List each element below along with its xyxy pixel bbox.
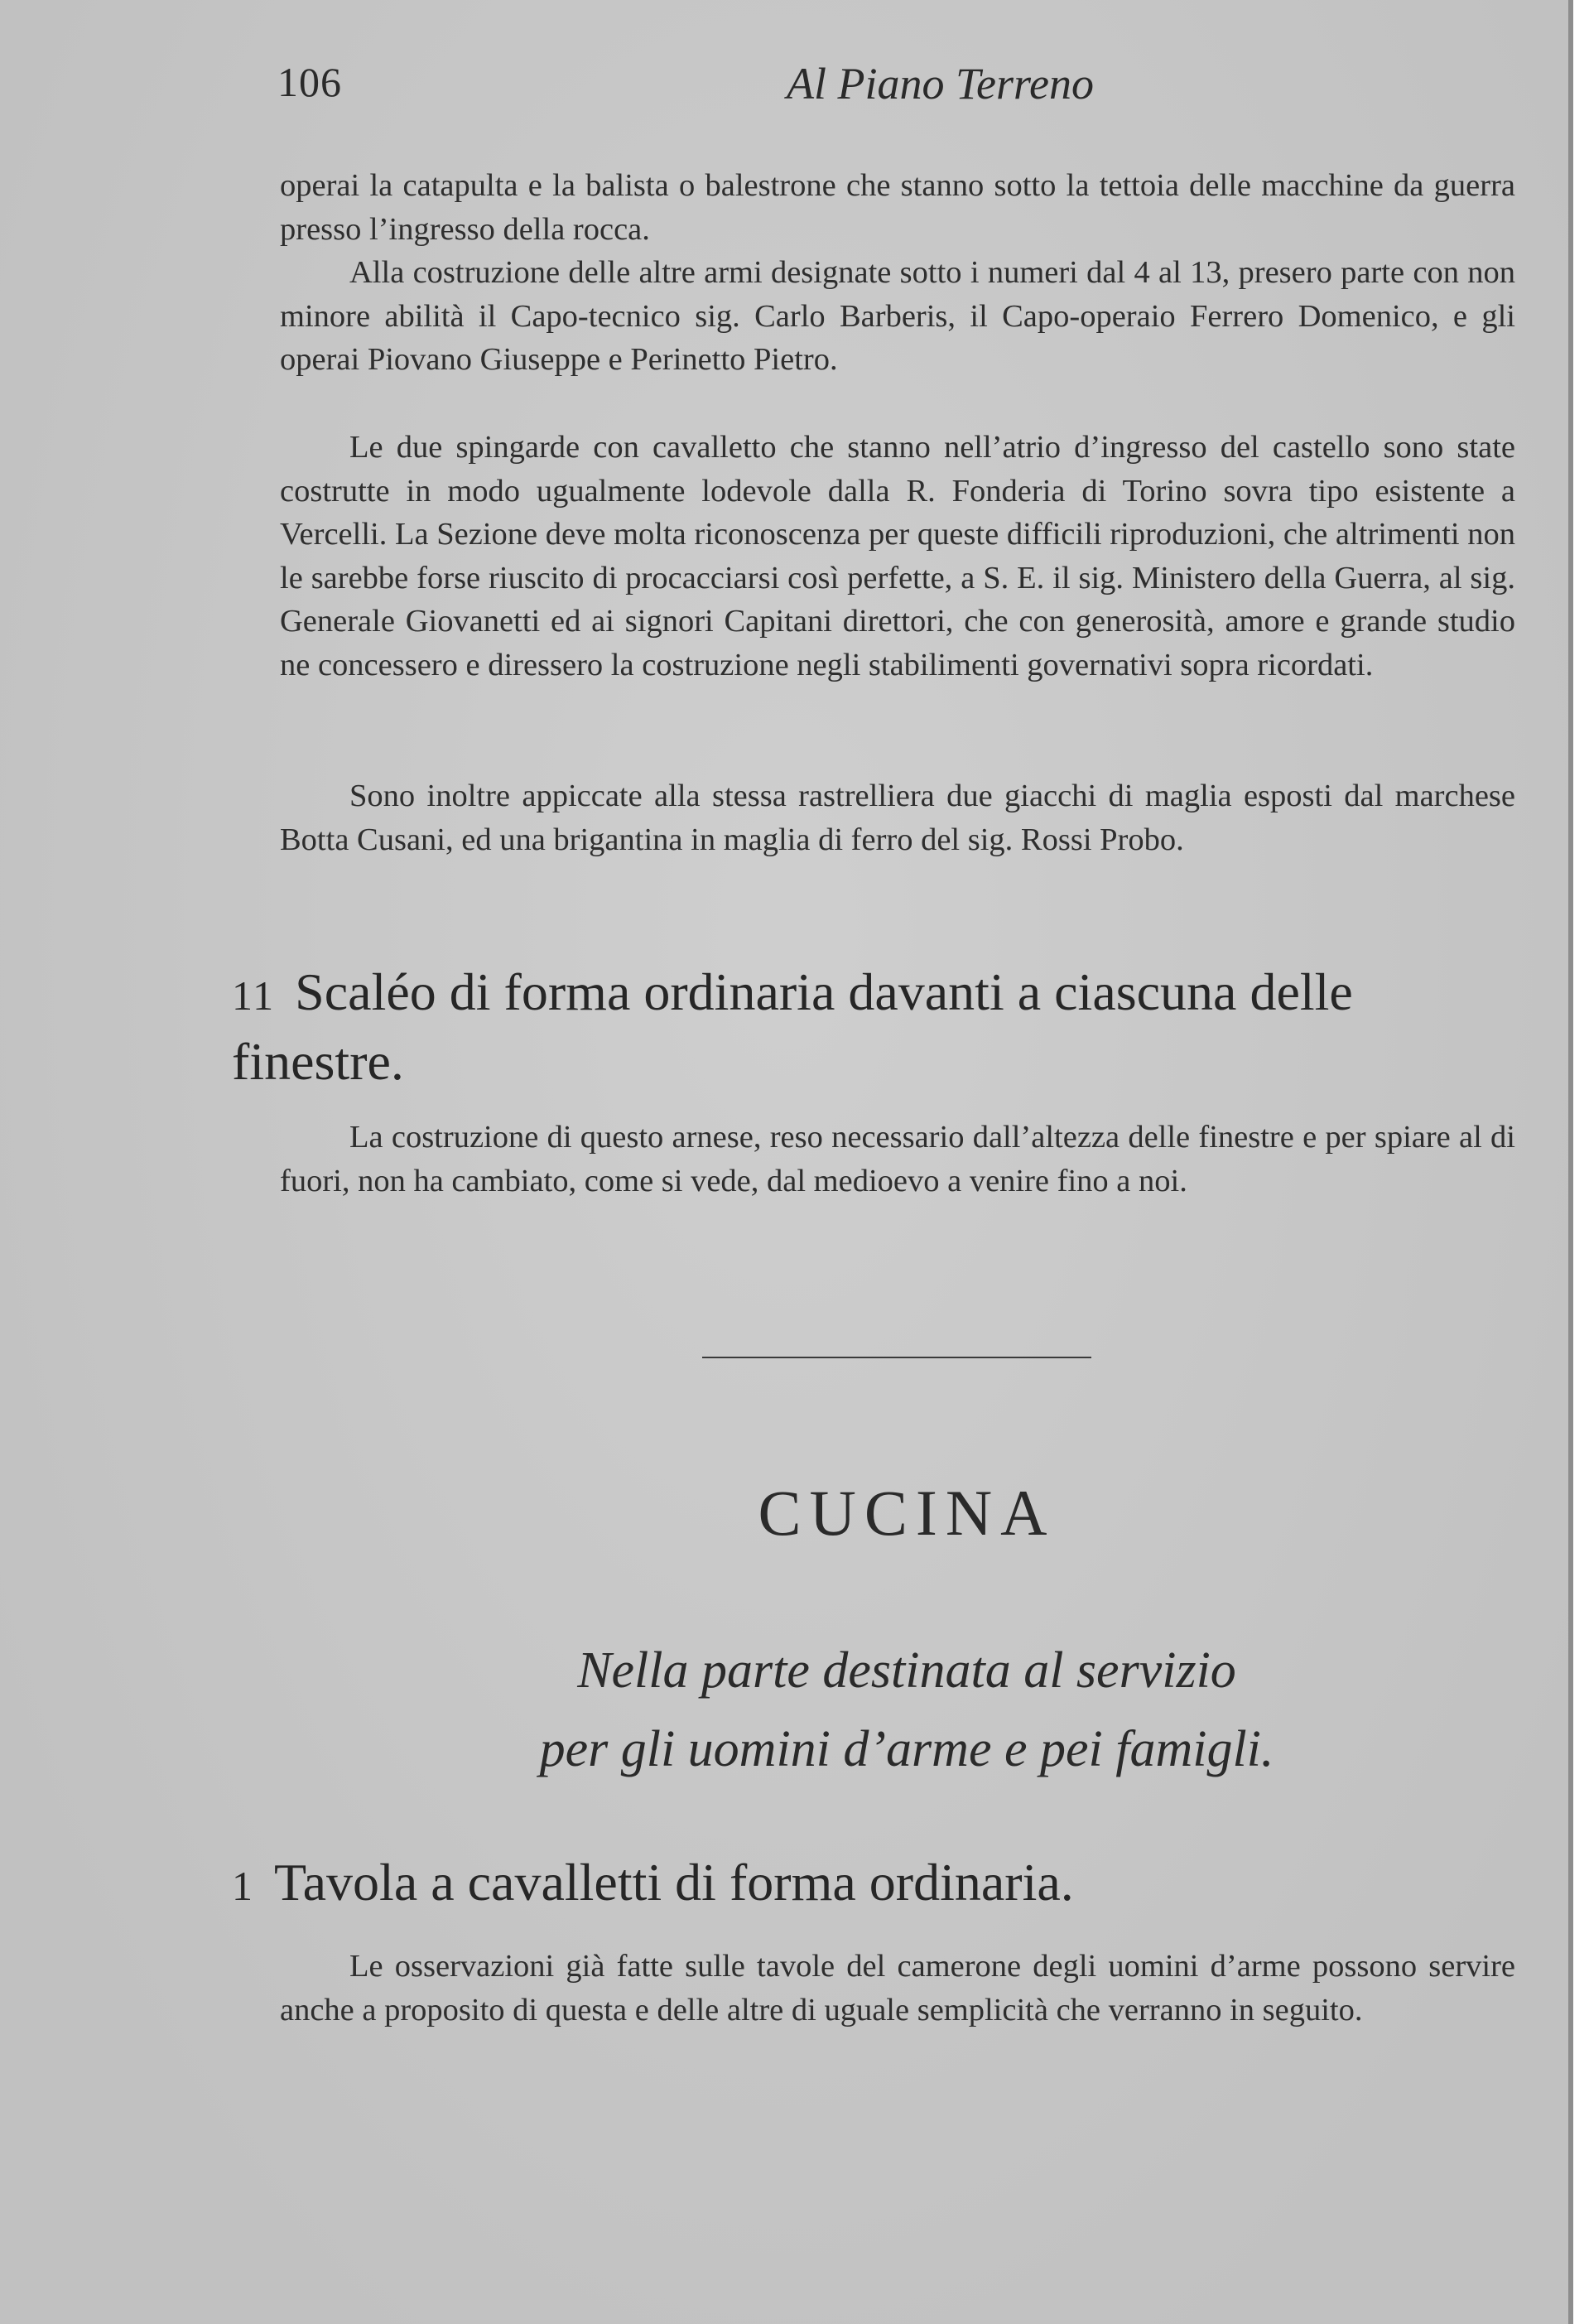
section-subtitle-line-2: per gli uomini d’arme e pei famigli. <box>539 1721 1274 1777</box>
item-11-title: Scaléo di forma ordinaria davanti a ciascuna delle finestre. <box>232 962 1353 1091</box>
item-11-number: 11 <box>232 972 276 1019</box>
item-11-heading <box>232 959 1517 1095</box>
page-number: 106 <box>277 59 342 105</box>
section-divider <box>702 1357 1091 1358</box>
section-title: CUCINA <box>758 1477 1056 1549</box>
item-11-description: La costruzione di questo arnese, reso necessario dall’altezza delle finestre e per spiare al di fuori, non ha cambiato, come si vede, dal medioevo a venire fino a noi. <box>280 1120 1515 1198</box>
paragraph-armi: Alla costruzione delle altre armi designate sotto i numeri dal 4 al 13, presero parte con non minore abilità il Capo-tecnico sig. Carlo Barberis, il Capo-operaio Ferrero Domenico, e gli operai Piovano Giuseppe e Perinetto Pietro. <box>280 255 1515 378</box>
paragraph-catapulta: operai la catapulta e la balista o balestrone che stanno sotto la tettoia delle macchine da guerra presso l’ingresso della rocca. <box>280 168 1515 247</box>
item-1-heading <box>232 1849 1517 1919</box>
item-1-number: 1 <box>232 1863 254 1909</box>
item-1-title: Tavola a cavalletti di forma ordinaria. <box>274 1853 1074 1912</box>
item-1-description: Le osservazioni già fatte sulle tavole del camerone degli uomini d’arme possono servire anche a proposito di questa e delle altre di uguale semplicità che verranno in seguito. <box>280 1949 1515 2027</box>
section-subtitle-line-1: Nella parte destinata al servizio <box>577 1642 1236 1699</box>
paragraph-spingarde: Le due spingarde con cavalletto che stanno nell’atrio d’ingresso del castello sono state costrutte in modo ugualmente lodevole dalla R. Fonderia di Torino sovra tipo esistente a Vercelli. La Sezione deve molta riconoscenza per queste difficili riproduzioni, che altrimenti non le sarebbe forse riuscito di procacciarsi così perfette, a S. E. il sig. Ministero della Guerra, al sig. Generale Giovanetti ed ai signori Capitani direttori, che con generosità, amore e grande studio ne concessero e diressero la costruzione negli stabilimenti governativi sopra ricordati. <box>280 430 1515 682</box>
running-title: Al Piano Terreno <box>787 59 1095 108</box>
paragraph-giacchi: Sono inoltre appiccate alla stessa rastrelliera due giacchi di maglia esposti dal marchese Botta Cusani, ed una brigantina in maglia di ferro del sig. Rossi Probo. <box>280 779 1515 857</box>
